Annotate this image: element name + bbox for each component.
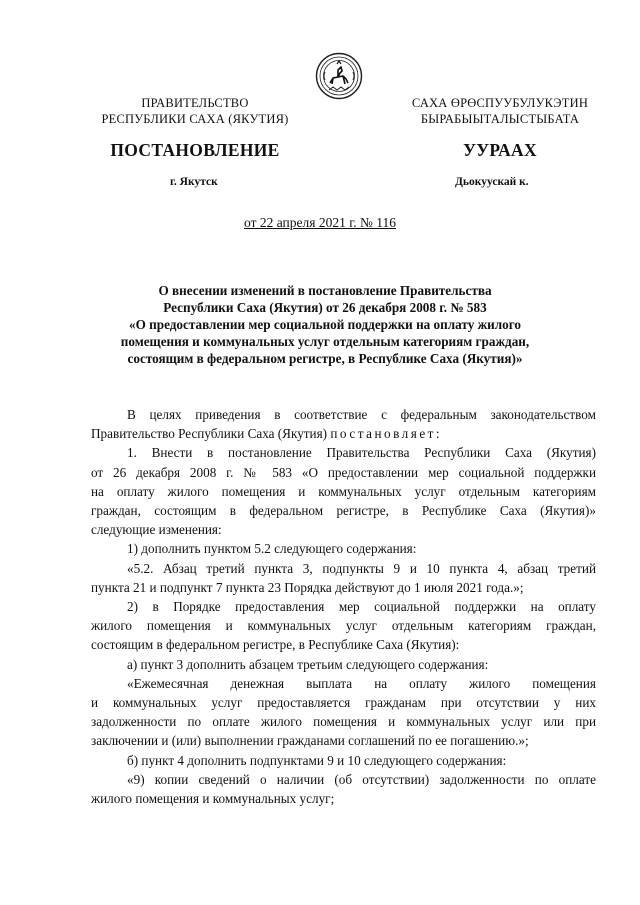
body-line: и коммунальных услуг предоставляется гражданам при отсутствии у них xyxy=(91,695,596,711)
body-line xyxy=(91,424,596,443)
doc-type-sakha: УУРААХ xyxy=(463,140,537,160)
body-line: заключении и (или) выполнении гражданами соглашений по ее погашению.»; xyxy=(91,733,529,749)
body-line: состоящим в федеральном регистре, в Республике Саха (Якутия): xyxy=(91,637,460,653)
body-line: задолженности по оплате жилого помещения и коммунальных услуг или при xyxy=(91,714,596,730)
body-line: следующие изменения: xyxy=(91,522,222,538)
body-line: жилого помещения и коммунальных услуг отдельным категориям граждан, xyxy=(91,618,596,634)
city-sakha: Дьокуускай к. xyxy=(455,176,529,188)
government-name-sakha xyxy=(380,95,620,127)
document-title xyxy=(110,282,540,367)
coat-of-arms-icon xyxy=(315,52,363,100)
body-line: жилого помещения и коммунальных услуг; xyxy=(91,791,335,807)
title-line: состоящим в федеральном регистре, в Республике Саха (Якутия)» xyxy=(127,351,523,366)
body-text: Правительство Республики Саха (Якутия) xyxy=(91,426,331,442)
body-line: 1. Внести в постановление Правительства Республики Саха (Якутия) xyxy=(127,445,596,461)
date-number-line xyxy=(0,215,640,231)
body-line: а) пункт 3 дополнить абзацем третьим следующего содержания: xyxy=(127,656,489,672)
body-line: пункта 21 и подпункт 7 пункта 23 Порядка действуют до 1 июля 2021 года.»; xyxy=(91,579,524,595)
document-body xyxy=(91,405,596,808)
city-ru: г. Якутск xyxy=(170,176,218,188)
government-name-sakha-line2: БЫРАБЫЫТАЛЫСТЫБАТА xyxy=(420,112,580,126)
date-number-text: от 22 апреля 2021 г. № 116 xyxy=(244,215,396,230)
title-line: помещения и коммунальных услуг отдельным категориям граждан, xyxy=(120,334,530,349)
title-line: О внесении изменений в постановление Правительства xyxy=(158,283,492,298)
body-line: от 26 декабря 2008 г. № 583 «О предоставлении мер социальной поддержки xyxy=(91,464,596,480)
government-name-ru-line1: ПРАВИТЕЛЬСТВО xyxy=(141,96,249,110)
decree-verb: постановляет: xyxy=(330,426,443,442)
government-name-ru-line2: РЕСПУБЛИКИ САХА (ЯКУТИЯ) xyxy=(101,112,289,126)
government-name-ru xyxy=(95,95,295,127)
government-name-sakha-line1: САХА ӨРӨСПУУБУЛУКЭТИН xyxy=(411,96,589,110)
title-line: Республики Саха (Якутия) от 26 декабря 2008 г. № 583 xyxy=(163,300,487,315)
title-line: «О предоставлении мер социальной поддержки на оплату жилого xyxy=(128,317,521,332)
body-line: на оплату жилого помещения и коммунальных услуг отдельным категориям xyxy=(91,483,596,499)
body-line: 1) дополнить пунктом 5.2 следующего содержания: xyxy=(127,541,417,557)
body-line: граждан, состоящим в федеральном регистре, в Республике Саха (Якутия)» xyxy=(91,503,596,519)
body-line: 2) в Порядке предоставления мер социальной поддержки на оплату xyxy=(127,599,596,615)
body-line: В целях приведения в соответствие с федеральным законодательством xyxy=(127,407,596,422)
body-line: «9) копии сведений о наличии (об отсутствии) задолженности по оплате xyxy=(127,771,596,787)
body-line: «5.2. Абзац третий пункта 3, подпункты 9 и 10 пункта 4, абзац третий xyxy=(127,560,596,576)
body-line: б) пункт 4 дополнить подпунктами 9 и 10 следующего содержания: xyxy=(127,752,507,768)
body-line: «Ежемесячная денежная выплата на оплату жилого помещения xyxy=(127,675,596,691)
doc-type-ru: ПОСТАНОВЛЕНИЕ xyxy=(110,140,280,160)
